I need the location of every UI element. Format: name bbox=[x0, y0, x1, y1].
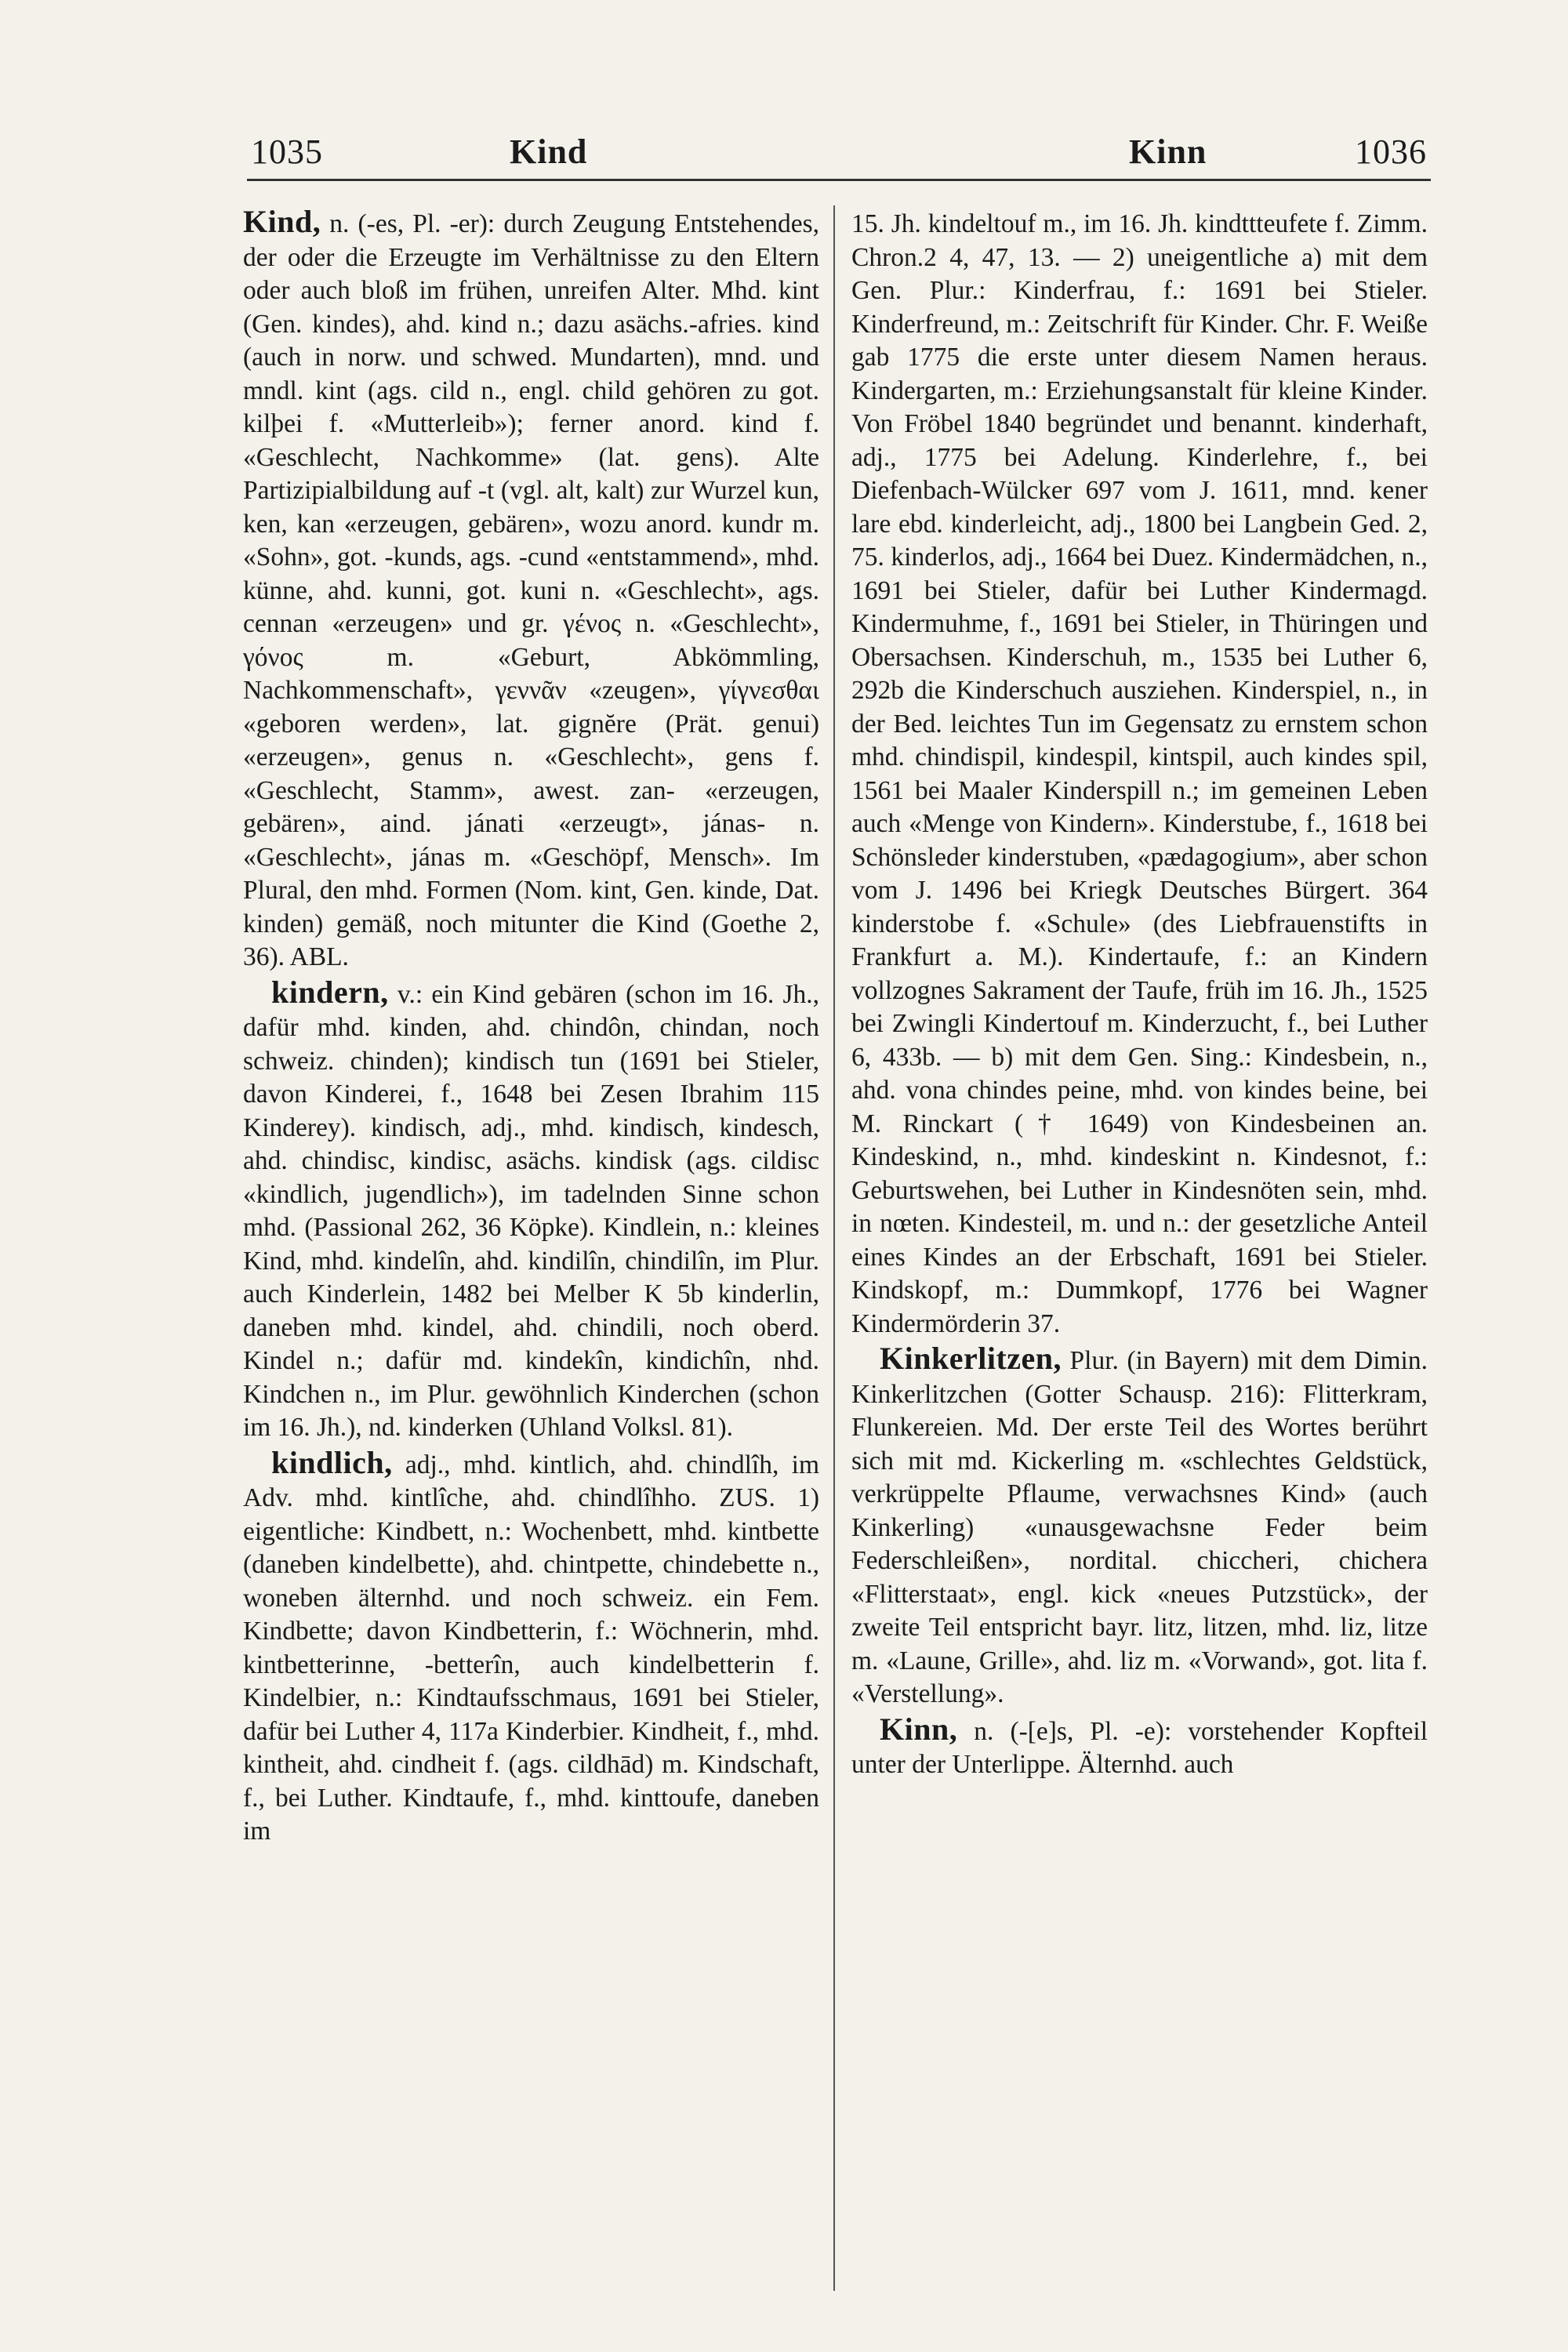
column-divider bbox=[833, 205, 835, 2291]
entry-text: 15. Jh. kindeltouf m., im 16. Jh. kindttteufete f. Zimm. Chron.2 4, 47, 13. — 2) uneigentliche a) mit dem Gen. Plur.: Kinderfrau, f.: 1691 bei Stieler. Kinderfreund, m.: Zeitschrift für Kinder. Chr. F. Weiße gab 1775 die erste unter diesem Namen heraus. Kindergarten, m.: Erziehungsanstalt für kleine Kinder. Von Fröbel 1840 begründet und benannt. kinderhaft, adj., 1775 bei Adelung. Kinderlehre, f., bei Diefenbach-Wülcker 697 vom J. 1611, mnd. kener lare ebd. kinderleicht, adj., 1800 bei Langbein Ged. 2, 75. kinderlos, adj., 1664 bei Duez. Kindermädchen, n., 1691 bei Stieler, dafür bei Luther Kindermagd. Kindermuhme, f., 1691 bei Stieler, in Thüringen und Obersachsen. Kinderschuh, m., 1535 bei Luther 6, 292b die Kinderschuch ausziehen. Kinderspiel, n., in der Bed. leichtes Tun im Gegensatz zu ernstem schon mhd. chindispil, kindespil, kintspil, auch kindes spil, 1561 bei Maaler Kinderspill n.; im gemeinen Leben auch «Menge von Kindern». Kinderstube, f., 1618 bei Schönsleder kinderstuben, «pædagogium», aber schon vom J. 1496 bei Kriegk Deutsches Bürgert. 364 kinderstobe f. «Schule» (des Liebfrauenstifts in Frankfurt a. M.). Kindertaufe, f.: an Kindern vollzognes Sakrament der Taufe, früh im 16. Jh., 1525 bei Zwingli Kindertouf m. Kinderzucht, f., bei Luther 6, 433b. — b) mit dem Gen. Sing.: Kindesbein, n., ahd. vona chindes peine, mhd. von kindes beine, bei M. Rinckart († 1649) von Kindesbeinen an. Kindeskind, n., mhd. kindeskint n. Kindesnot, f.: Geburtswehen, bei Luther in Kindesnöten sein, mhd. in nœten. Kindesteil, m. und n.: der gesetzliche Anteil eines Kindes an der Erbschaft, 1691 bei Stieler. Kindskopf, m.: Dummkopf, 1776 bei Wagner Kindermörderin 37. bbox=[851, 209, 1428, 1338]
running-headword-left: Kind bbox=[510, 132, 588, 171]
page-number-left: 1035 bbox=[251, 132, 323, 171]
entry-text: n. (-es, Pl. -er): durch Zeugung Entstehendes, der oder die Erzeugte im Verhältnisse zu den Eltern oder auch bloß im frühen, unreifen Alter. Mhd. kint (Gen. kindes), ahd. kind n.; dazu asächs.-afries. kind (auch in norw. und schwed. Mundarten), mnd. und mndl. kint (ags. cild n., engl. child gehören zu got. kilþei f. «Mutterleib»); ferner anord. kind f. «Geschlecht, Nachkomme» (lat. gens). Alte Partizipialbildung auf -t (vgl. alt, kalt) zur Wurzel kun, ken, kan «erzeugen, gebären», wozu anord. kundr m. «Sohn», got. -kunds, ags. -cund «entstammend», mhd. künne, ahd. kunni, got. kuni n. «Geschlecht», ags. cennan «erzeugen» und gr. γένος n. «Geschlecht», γόνος m. «Geburt, Abkömmling, Nachkommenschaft», γεννᾶν «zeugen», γίγνεσθαι «geboren werden», lat. gignĕre (Prät. genui) «erzeugen», genus n. «Geschlecht», gens f. «Geschlecht, Stamm», awest. zan- «erzeugen, gebären», aind. jánati «erzeugt», jánas- n. «Geschlecht», jánas m. «Geschöpf, Mensch». Im Plural, den mhd. Formen (Nom. kint, Gen. kinde, Dat. kinden) gemäß, noch mitunter die Kind (Goethe 2, 36). ABL. bbox=[243, 209, 819, 971]
left-column bbox=[243, 205, 819, 1849]
entry-paragraph bbox=[243, 1446, 819, 1849]
entry-text: Plur. (in Bayern) mit dem Dimin. Kinkerlitzchen (Gotter Schausp. 216): Flitterkram, Flunkereien. Md. Der erste Teil des Wortes berührt sich mit md. Kickerling m. «schlechtes Geldstück, verkrüppelte Pflaume, verwachsnes Kind» (auch Kinkerling) «unausgewachsne Feder beim Federschleißen», nordital. chiccheri, chichera «Flitterstaat», engl. kick «neues Putzstück», der zweite Teil entspricht bayr. litz, litzen, mhd. liz, litze m. «Laune, Grille», ahd. liz m. «Vorwand», got. lita f. «Verstellung». bbox=[851, 1346, 1428, 1708]
entry-paragraph bbox=[243, 205, 819, 975]
header-rule bbox=[247, 179, 1431, 181]
entry-headword: Kinkerlitzen, bbox=[880, 1341, 1062, 1376]
entry-text: v.: ein Kind gebären (schon im 16. Jh., dafür mhd. kinden, ahd. chindôn, chindan, noch schweiz. chinden); kindisch tun (1691 bei Stieler, davon Kinderei, f., 1648 bei Zesen Ibrahim 115 Kinderey). kindisch, adj., mhd. kindisch, kindesch, ahd. chindisc, kindisc, asächs. kindisk (ags. cildisc «kindlich, jugendlich»), im tadelnden Sinne schon mhd. (Passional 262, 36 Köpke). Kindlein, n.: kleines Kind, mhd. kindelîn, ahd. kindilîn, chindilîn, im Plur. auch Kinderlein, 1482 bei Melber K 5b kinderlin, daneben mhd. kindel, ahd. chindili, noch oberd. Kindel n.; dafür md. kindekîn, kindichîn, nhd. Kindchen n., im Plur. gewöhnlich Kinderchen (schon im 16. Jh.), nd. kinderken (Uhland Volksl. 81). bbox=[243, 979, 819, 1442]
entry-headword: kindern, bbox=[271, 974, 389, 1010]
running-header bbox=[251, 132, 1427, 179]
right-column bbox=[851, 205, 1428, 1782]
entry-headword: kindlich, bbox=[271, 1444, 393, 1480]
entry-paragraph bbox=[243, 976, 819, 1445]
entry-headword: Kinn, bbox=[880, 1711, 958, 1747]
running-headword-right: Kinn bbox=[1129, 132, 1207, 171]
entry-headword: Kind, bbox=[243, 204, 321, 239]
entry-text: adj., mhd. kintlich, ahd. chindlîh, im Adv. mhd. kintlîche, ahd. chindlîhho. ZUS. 1) eigentliche: Kindbett, n.: Wochenbett, mhd. kintbette (daneben kindelbette), ahd. chintpette, chindebette n., woneben älternhd. und noch schweiz. ein Fem. Kindbette; davon Kindbetterin, f.: Wöchnerin, mhd. kintbetterinne, -betterîn, auch kindelbetterin f. Kindelbier, n.: Kindtaufsschmaus, 1691 bei Stieler, dafür bei Luther 4, 117a Kinderbier. Kindheit, f., mhd. kintheit, ahd. cindheit f. (ags. cildhād) m. Kindschaft, f., bei Luther. Kindtaufe, f., mhd. kinttoufe, daneben im bbox=[243, 1450, 819, 1846]
entry-paragraph bbox=[851, 205, 1428, 1341]
entry-paragraph bbox=[851, 1713, 1428, 1782]
entry-paragraph bbox=[851, 1342, 1428, 1711]
entry-text: n. (-[e]s, Pl. -e): vorstehender Kopfteil unter der Unterlippe. Älternhd. auch bbox=[851, 1716, 1428, 1779]
page-number-right: 1036 bbox=[1355, 132, 1427, 171]
